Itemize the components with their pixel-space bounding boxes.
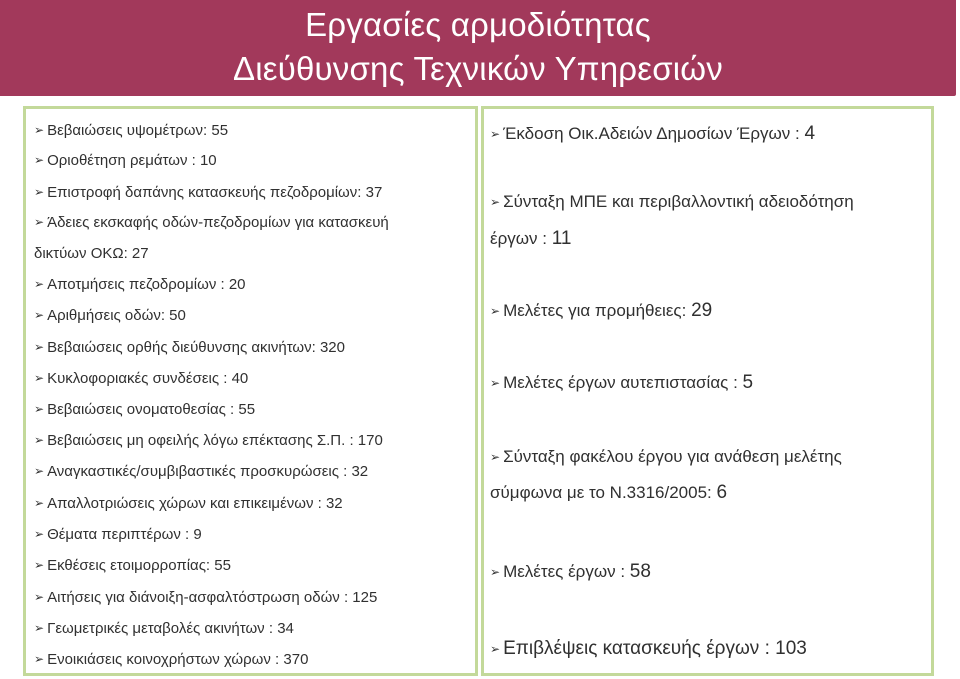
list-item <box>34 650 308 669</box>
item-count: 55 <box>211 122 229 139</box>
arrow-bullet-icon: ➢ <box>490 565 501 579</box>
item-label: Βεβαιώσεις μη οφειλής λόγω επέκτασης Σ.Π. : <box>47 432 358 449</box>
list-item <box>34 151 217 170</box>
arrow-bullet-icon: ➢ <box>34 340 45 354</box>
list-item <box>34 183 382 202</box>
list-item <box>34 588 377 607</box>
list-item <box>34 275 246 294</box>
item-count: 370 <box>283 651 309 668</box>
list-item <box>490 372 753 394</box>
list-item <box>34 619 294 638</box>
item-count: 170 <box>357 432 383 449</box>
item-count: 55 <box>214 557 231 574</box>
arrow-bullet-icon: ➢ <box>34 308 45 322</box>
item-count: 34 <box>277 620 294 637</box>
item-count: 320 <box>319 339 345 356</box>
arrow-bullet-icon: ➢ <box>34 123 45 137</box>
item-count: 32 <box>325 495 343 512</box>
item-label: Αριθμήσεις οδών: <box>47 307 170 324</box>
item-count: 10 <box>199 152 217 169</box>
item-count: 50 <box>169 307 186 324</box>
item-count: 40 <box>231 370 249 387</box>
list-item <box>490 561 651 583</box>
item-count: 125 <box>352 589 378 606</box>
item-count: 27 <box>131 245 149 262</box>
title-banner <box>0 0 956 96</box>
list-item <box>490 123 815 145</box>
item-label: Θέματα περιπτέρων : <box>47 526 194 543</box>
arrow-bullet-icon: ➢ <box>34 558 45 572</box>
item-count: 5 <box>742 372 754 393</box>
arrow-bullet-icon: ➢ <box>34 464 45 478</box>
arrow-bullet-icon: ➢ <box>34 153 45 167</box>
list-item <box>34 525 202 544</box>
list-item <box>34 338 345 357</box>
item-label: Επιστροφή δαπάνης κατασκευής πεζοδρομίων: <box>47 184 366 201</box>
item-label: Αποτμήσεις πεζοδρομίων : <box>47 276 229 293</box>
arrow-bullet-icon: ➢ <box>490 376 501 390</box>
list-item <box>34 369 248 388</box>
item-count: 37 <box>365 184 383 201</box>
item-label: Γεωμετρικές μεταβολές ακινήτων : <box>47 620 278 637</box>
item-label: Άδειες εκσκαφής οδών-πεζοδρομίων για κατασκευή <box>47 214 389 231</box>
list-item <box>34 400 255 419</box>
arrow-bullet-icon: ➢ <box>34 496 45 510</box>
arrow-bullet-icon: ➢ <box>490 642 501 656</box>
item-label: Βεβαιώσεις ονοματοθεσίας : <box>47 401 239 418</box>
page-title-line-2: Διεύθυνσης Τεχνικών Υπηρεσιών <box>233 50 723 87</box>
item-label: Σύνταξη ΜΠΕ και περιβαλλοντική αδειοδότηση <box>503 192 854 211</box>
item-label: Μελέτες έργων : <box>503 562 630 581</box>
item-count: 58 <box>629 561 651 582</box>
item-count: 103 <box>775 638 807 659</box>
item-count: 11 <box>551 228 572 249</box>
list-item <box>490 300 712 322</box>
item-label: έργων : <box>490 229 552 248</box>
item-label: Ενοικιάσεις κοινοχρήστων χώρων : <box>47 651 284 668</box>
list-item-continuation <box>490 228 571 250</box>
list-item <box>34 431 383 450</box>
item-label: Αναγκαστικές/συμβιβαστικές προσκυρώσεις : <box>47 463 352 480</box>
arrow-bullet-icon: ➢ <box>34 433 45 447</box>
arrow-bullet-icon: ➢ <box>34 402 45 416</box>
item-label: Μελέτες έργων αυτεπιστασίας : <box>503 373 743 392</box>
arrow-bullet-icon: ➢ <box>34 652 45 666</box>
item-label: Βεβαιώσεις ορθής διεύθυνσης ακινήτων: <box>47 339 320 356</box>
list-item <box>490 446 842 468</box>
list-item <box>34 213 389 232</box>
page-title-line-1: Εργασίες αρμοδιότητας <box>305 6 651 43</box>
item-count: 29 <box>691 300 713 321</box>
list-item <box>34 121 228 140</box>
arrow-bullet-icon: ➢ <box>490 304 501 318</box>
list-item <box>34 462 368 481</box>
item-label: Βεβαιώσεις υψομέτρων: <box>47 122 212 139</box>
item-count: 4 <box>804 123 816 144</box>
item-label: Κυκλοφοριακές συνδέσεις : <box>47 370 232 387</box>
item-label: Σύνταξη φακέλου έργου για ανάθεση μελέτης <box>503 447 842 466</box>
arrow-bullet-icon: ➢ <box>34 371 45 385</box>
arrow-bullet-icon: ➢ <box>490 195 501 209</box>
item-count: 55 <box>238 401 256 418</box>
list-item <box>490 191 854 213</box>
item-label: Μελέτες για προμήθειες: <box>503 301 692 320</box>
list-item <box>34 494 343 513</box>
arrow-bullet-icon: ➢ <box>34 590 45 604</box>
arrow-bullet-icon: ➢ <box>490 450 501 464</box>
item-label: Αιτήσεις για διάνοιξη-ασφαλτόστρωση οδών : <box>47 589 353 606</box>
list-item <box>34 556 231 575</box>
arrow-bullet-icon: ➢ <box>34 185 45 199</box>
list-item-continuation <box>490 482 727 504</box>
item-count: 20 <box>228 276 246 293</box>
item-count: 32 <box>351 463 369 480</box>
arrow-bullet-icon: ➢ <box>490 127 501 141</box>
list-item-continuation <box>34 244 149 263</box>
arrow-bullet-icon: ➢ <box>34 527 45 541</box>
item-count: 6 <box>716 482 728 503</box>
arrow-bullet-icon: ➢ <box>34 621 45 635</box>
arrow-bullet-icon: ➢ <box>34 215 45 229</box>
arrow-bullet-icon: ➢ <box>34 277 45 291</box>
list-item <box>34 306 186 325</box>
item-label: Απαλλοτριώσεις χώρων και επικειμένων : <box>47 495 326 512</box>
item-label: Εκθέσεις ετοιμορροπίας: <box>47 557 215 574</box>
item-label: Επιβλέψεις κατασκευής έργων : <box>503 638 776 659</box>
item-label: δικτύων ΟΚΩ: <box>34 245 132 262</box>
item-label: Οριοθέτηση ρεμάτων : <box>47 152 200 169</box>
item-label: σύμφωνα με το Ν.3316/2005: <box>490 483 717 502</box>
list-item <box>490 638 807 660</box>
item-count: 9 <box>193 526 202 543</box>
item-label: Έκδοση Οικ.Αδειών Δημοσίων Έργων : <box>503 124 805 143</box>
